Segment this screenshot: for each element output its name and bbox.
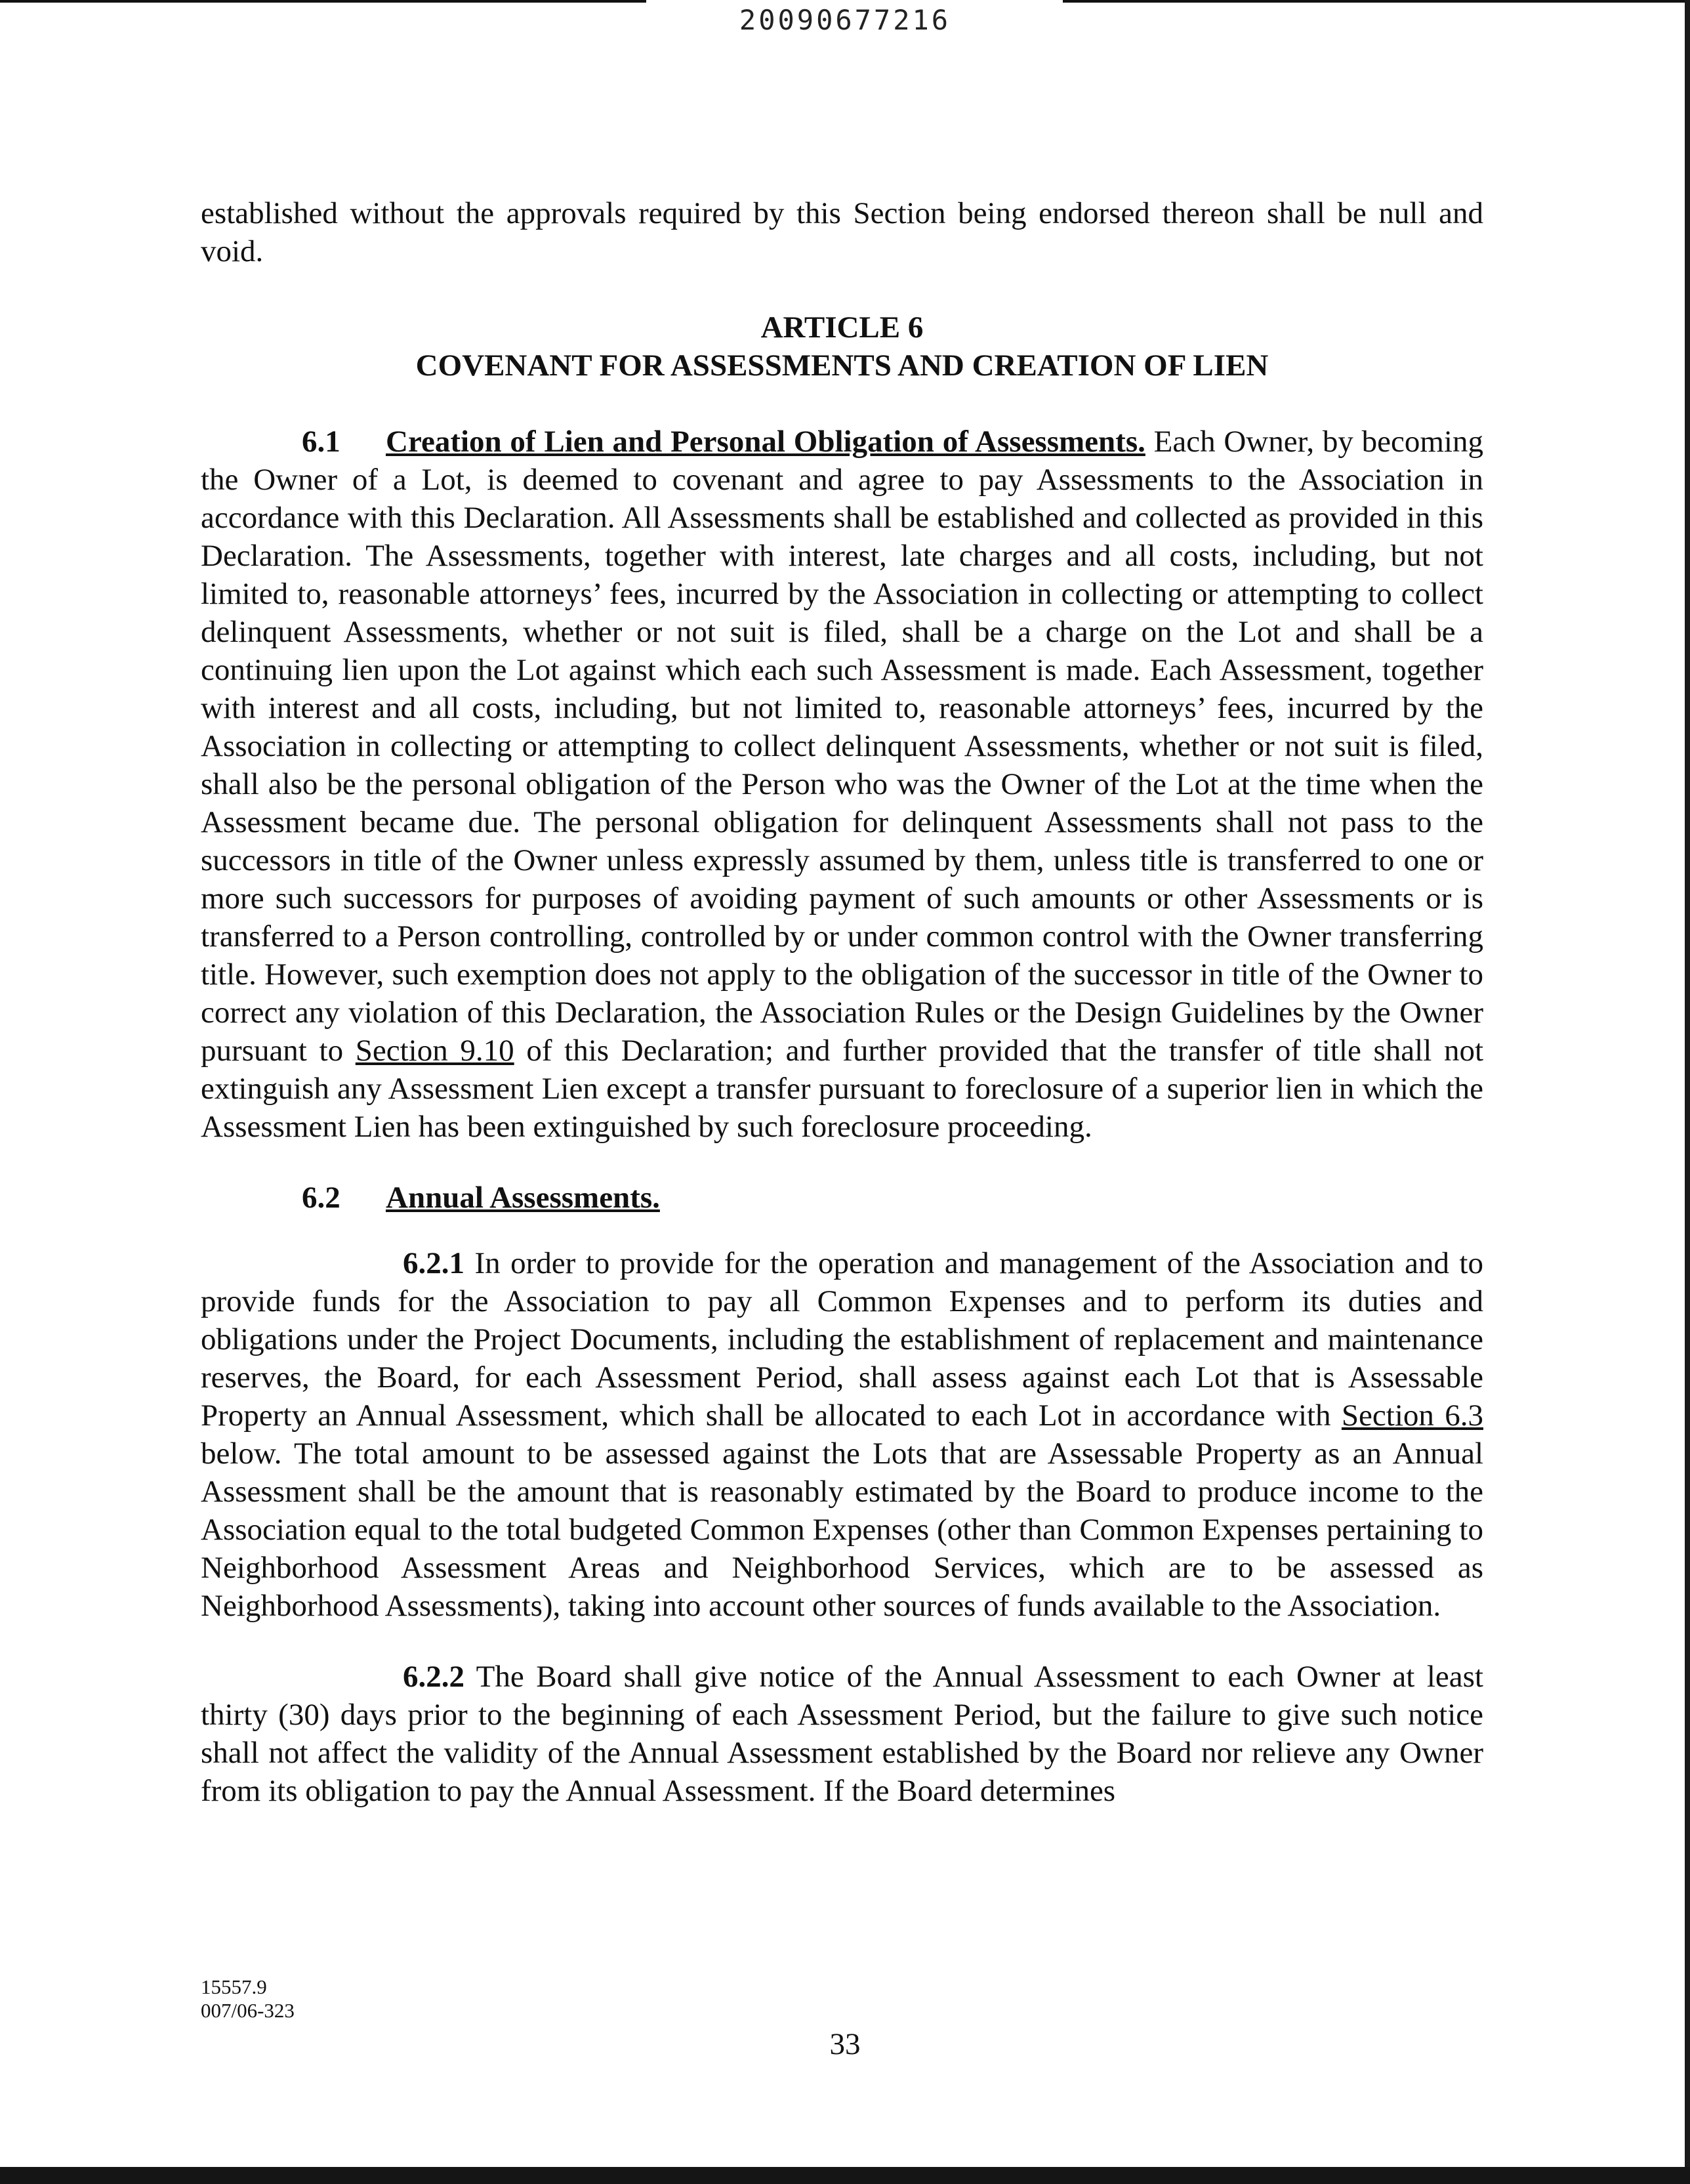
section-6-3-reference: Section 6.3 xyxy=(1341,1398,1483,1433)
footer-code-line-1: 15557.9 xyxy=(201,1975,267,1998)
scan-edge-bottom xyxy=(0,2167,1690,2184)
scan-edge-top-left xyxy=(0,0,646,3)
section-6-2-number: 6.2 xyxy=(302,1181,340,1215)
section-6-2-title: Annual Assessments. xyxy=(386,1181,660,1215)
section-6-2-2-number: 6.2.2 xyxy=(403,1660,464,1694)
section-6-2-1-text-b: below. The total amount to be assessed against the Lots that are Assessable Property as an Annual Assessment shall be the amount that is reasonably estimated by the Board to produce income to the Association equal to the total budgeted Common Expenses (other than Common Expenses pertaining to Neighborhood Assessment Areas and Neighborhood Services, which are to be assessed as Neighborhood Assessments), taking into account other sources of funds available to the Association. xyxy=(201,1437,1483,1623)
article-number: ARTICLE 6 xyxy=(760,310,924,345)
section-6-1-number: 6.1 xyxy=(302,425,340,459)
footer-document-code xyxy=(201,1975,295,2023)
section-6-1-title: Creation of Lien and Personal Obligation of Assessments. xyxy=(386,425,1145,459)
section-6-2-2-paragraph xyxy=(201,1658,1483,1810)
section-6-1-paragraph xyxy=(201,423,1483,1146)
section-6-1-text-a: Each Owner, by becoming the Owner of a Lot, is deemed to covenant and agree to pay Assessments to the Association in accordance with this Declaration. All Assessments shall be established and collected as provided in this Declaration. The Assessments, together with interest, late charges and all costs, including, but not limited to, reasonable attorneys’ fees, incurred by the Association in collecting or attempting to collect delinquent Assessments, whether or not suit is filed, shall be a charge on the Lot and shall be a continuing lien upon the Lot against which each such Assessment is made. Each Assessment, together with interest and all costs, including, but not limited to, reasonable attorneys’ fees, incurred by the Association in collecting or attempting to collect delinquent Assessments, whether or not suit is filed, shall also be the personal obligation of the Person who was the Owner of the Lot at the time when the Assessment became due. The personal obligation for delinquent Assessments shall not pass to the successors in title of the Owner unless expressly assumed by them, unless title is transferred to one or more such successors for purposes of avoiding payment of such amounts or other Assessments or is transferred to a Person controlling, controlled by or under common control with the Owner transferring title. However, such exemption does not apply to the obligation of the successor in title of the Owner to correct any violation of this Declaration, the Association Rules or the Design Guidelines by the Owner pursuant to xyxy=(201,425,1483,1068)
scan-edge-right xyxy=(1685,0,1690,2184)
section-6-2-2-text: The Board shall give notice of the Annual Assessment to each Owner at least thirty (30) days prior to the beginning of each Assessment Period, but the failure to give such notice shall not affect the validity of the Annual Assessment established by the Board nor relieve any Owner from its obligation to pay the Annual Assessment. If the Board determines xyxy=(201,1660,1483,1808)
section-9-10-reference: Section 9.10 xyxy=(355,1034,514,1068)
section-6-2-1-text-a: In order to provide for the operation and management of the Association and to provide funds for the Association to pay all Common Expenses and to perform its duties and obligations under the Project Documents, including the establishment of replacement and maintenance reserves, the Board, for each Assessment Period, shall assess against each Lot that is Assessable Property an Annual Assessment, which shall be allocated to each Lot in accordance with xyxy=(201,1246,1483,1433)
document-number: 20090677216 xyxy=(739,4,951,36)
scan-edge-top-right xyxy=(1063,0,1690,3)
continuation-paragraph: established without the approvals required by this Section being endorsed thereon shall be null and void. xyxy=(201,196,1483,268)
page-body xyxy=(201,194,1483,1843)
page-number: 33 xyxy=(829,2027,861,2061)
section-6-2-heading xyxy=(201,1179,1483,1217)
article-title: COVENANT FOR ASSESSMENTS AND CREATION OF LIEN xyxy=(415,348,1269,383)
section-6-2-1-paragraph xyxy=(201,1244,1483,1625)
section-6-2-1-number: 6.2.1 xyxy=(403,1246,464,1280)
section-6-1-text-b: of this Declaration; and further provided that the transfer of title shall not extinguish any Assessment Lien except a transfer pursuant to foreclosure of a superior lien in which the Assessment Lien has been extinguished by such foreclosure proceeding. xyxy=(201,1034,1484,1144)
footer-code-line-2: 007/06-323 xyxy=(201,1999,295,2022)
article-heading xyxy=(201,308,1483,385)
